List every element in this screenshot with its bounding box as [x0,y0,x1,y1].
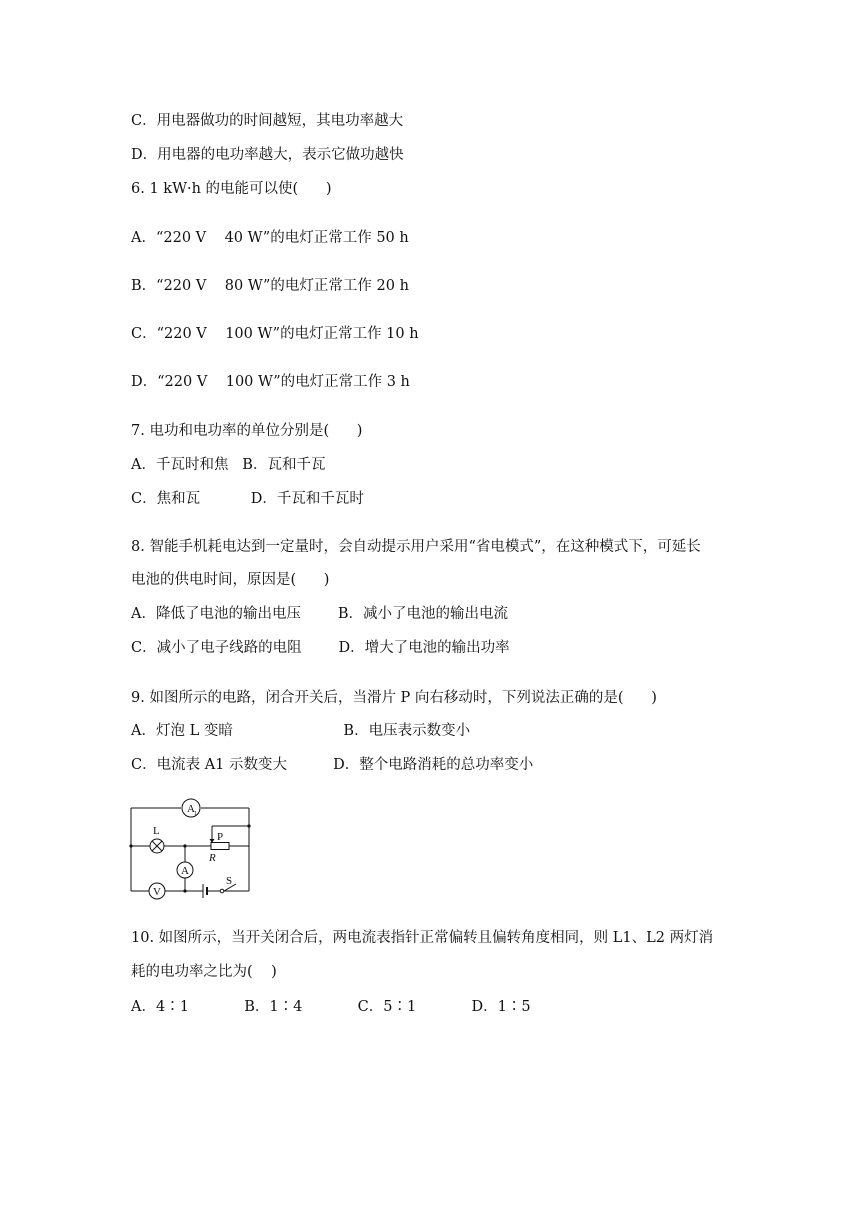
ammeter-a2-icon [177,862,193,878]
q6-stem: 6. 1 kW·h 的电能可以使( ) [131,181,332,197]
q6-option-a: A．“220 V 40 W”的电灯正常工作 50 h [131,230,409,246]
svg-text:V: V [153,886,161,898]
q6-option-d: D．“220 V 100 W”的电灯正常工作 3 h [131,374,410,390]
ammeter-a1-icon [182,799,200,817]
q6-option-c: C．“220 V 100 W”的电灯正常工作 10 h [131,326,419,342]
q5-option-d: D．用电器的电功率越大，表示它做功越快 [131,147,404,163]
voltmeter-icon [149,883,165,899]
q10-options: A．4∶1 B．1∶4 C．5∶1 D．1∶5 [131,999,531,1015]
svg-text:L: L [153,825,160,837]
q5-option-c: C．用电器做功的时间越短，其电功率越大 [131,113,404,129]
q7-stem: 7. 电功和电功率的单位分别是( ) [131,423,363,439]
switch-icon [220,875,236,893]
svg-text:A: A [187,803,195,815]
battery-icon [203,884,207,898]
q10-stem-line1: 10. 如图所示，当开关闭合后，两电流表指针正常偏转且偏转角度相同，则 L1、L2 两灯消 [131,930,714,946]
rheostat-icon [208,831,229,864]
q9-circuit-diagram [126,798,256,898]
lamp-icon [150,825,164,853]
q10-stem-line2: 耗的电功率之比为( ) [131,964,277,980]
q8-options-ab: A．降低了电池的输出电压 B．减小了电池的输出电流 [131,606,508,622]
q9-options-cd: C．电流表 A1 示数变大 D．整个电路消耗的总功率变小 [131,757,534,773]
svg-text:A: A [181,865,189,877]
svg-text:P: P [217,831,224,843]
q7-options-ab: A．千瓦时和焦 B．瓦和千瓦 [131,457,326,473]
svg-text:S: S [226,875,233,887]
q9-stem: 9. 如图所示的电路，闭合开关后，当滑片 P 向右移动时，下列说法正确的是( ) [131,690,657,706]
q8-stem-line2: 电池的供电时间，原因是( ) [131,572,330,588]
q8-options-cd: C．减小了电子线路的电阻 D．增大了电池的输出功率 [131,640,510,656]
q8-stem-line1: 8. 智能手机耗电达到一定量时，会自动提示用户采用“省电模式”，在这种模式下，可延长 [131,539,701,555]
svg-text:R: R [209,852,216,864]
q7-options-cd: C．焦和瓦 D．千瓦和千瓦时 [131,491,364,507]
q6-option-b: B．“220 V 80 W”的电灯正常工作 20 h [131,278,409,294]
svg-text:1: 1 [194,811,197,817]
q9-options-ab: A．灯泡 L 变暗 B．电压表示数变小 [131,723,471,739]
